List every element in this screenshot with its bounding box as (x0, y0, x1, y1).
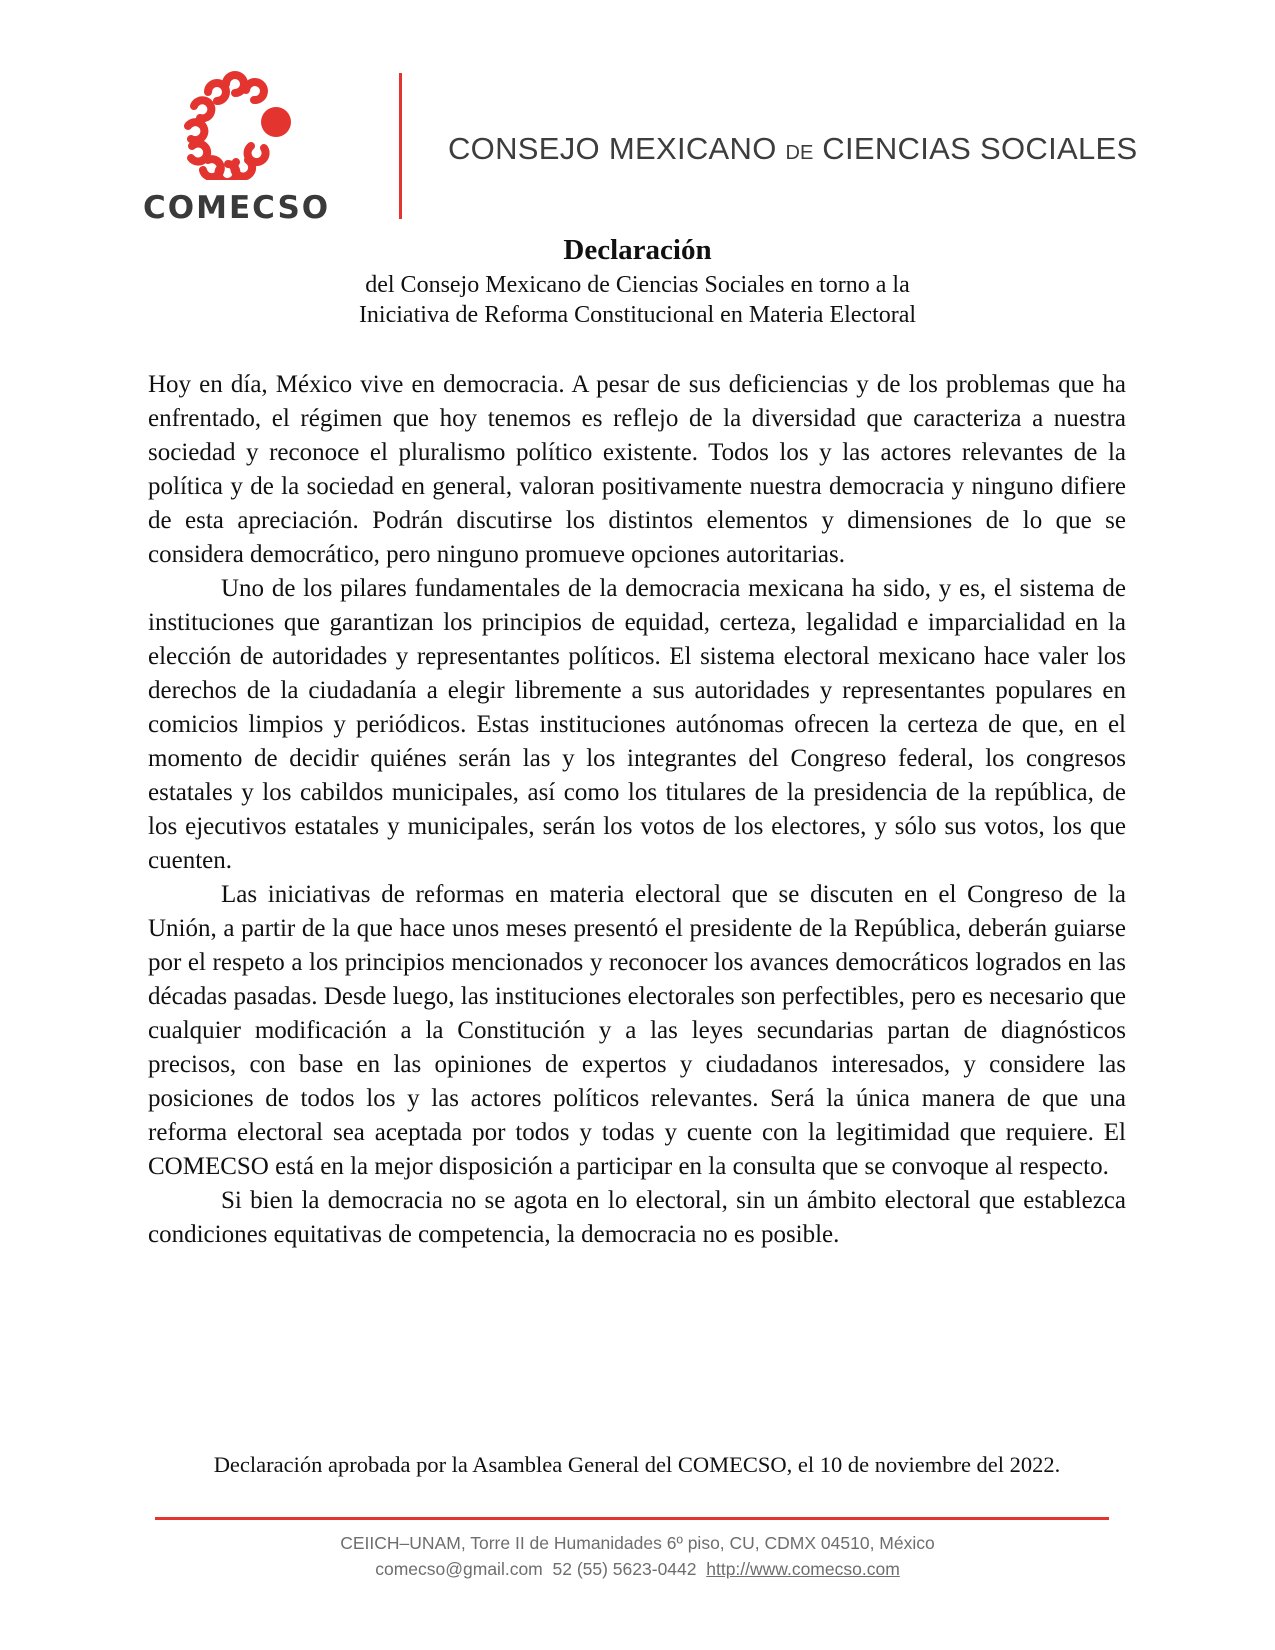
footer-email: comecso@gmail.com (375, 1559, 543, 1579)
footer-divider (155, 1517, 1109, 1520)
footer (150, 1530, 1125, 1582)
title-block (150, 230, 1125, 330)
approval-statement: Declaración aprobada por la Asamblea General del COMECSO, el 10 de noviembre del 2022. (213, 1452, 1061, 1477)
org-name-de: DE (785, 142, 814, 164)
document-body (148, 368, 1126, 1252)
footer-website-link[interactable]: http://www.comecso.com (706, 1559, 900, 1579)
paragraph-3: Las iniciativas de reformas en materia electoral que se discuten en el Congreso de la Unión, a partir de la que hace unos meses presentó el presidente de la República, deberán guiarse por el respeto a los principios mencionados y reconocer los avances democráticos logrados en las décadas pasadas. Desde luego, las instituciones electorales son perfectibles, pero es necesario que cualquier modificación a la Constitución y a las leyes secundarias partan de diagnósticos precisos, con base en las opiniones de expertos y ciudadanos interesados, y considere las posiciones de todos los y las actores políticos relevantes. Será la única manera de que una reforma electoral sea aceptada por todos y todas y cuente con la legitimidad que requiere. El COMECSO está en la mejor disposición a participar en la consulta que se convoque al respecto. (148, 881, 1126, 1180)
comecso-swirl-emblem-icon (168, 70, 296, 180)
comecso-logo (143, 70, 331, 230)
paragraph-1: Hoy en día, México vive en democracia. A pesar de sus deficiencias y de los problemas que ha enfrentado, el régimen que hoy tenemos es reflejo de la diversidad que caracteriza a nuestra sociedad y reconoce el pluralismo político existente. Todos los y las actores relevantes de la política y de la sociedad en general, valoran positivamente nuestra democracia y ninguno difiere de esta apreciación. Podrán discutirse los distintos elementos y dimensiones de lo que se considera democrático, pero ninguno promueve opciones autoritarias. (148, 371, 1126, 568)
footer-contact (150, 1556, 1125, 1582)
subtitle-line-1: del Consejo Mexicano de Ciencias Sociales en torno a la (365, 272, 910, 298)
subtitle-line-2: Iniciativa de Reforma Constitucional en Materia Electoral (358, 302, 917, 328)
paragraph-2: Uno de los pilares fundamentales de la democracia mexicana ha sido, y es, el sistema de instituciones que garantizan los principios de equidad, certeza, legalidad e imparcialidad en la elección de autoridades y representantes políticos. El sistema electoral mexicano hace valer los derechos de la ciudadanía a elegir libremente a sus autoridades y representantes populares en comicios limpios y periódicos. Estas instituciones autónomas ofrecen la certeza de que, en el momento de decidir quiénes serán las y los integrantes del Congreso federal, los congresos estatales y los cabildos municipales, así como los titulares de la presidencia de la república, de los ejecutivos estatales y municipales, serán los votos de los electores, y sólo sus votos, los que cuenten. (148, 575, 1126, 874)
logo-wordmark: COMECSO (143, 190, 331, 226)
footer-phone: 52 (55) 5623-0442 (552, 1559, 697, 1579)
organization-name (448, 131, 1248, 167)
paragraph-4: Si bien la democracia no se agota en lo electoral, sin un ámbito electoral que establezca condiciones equitativas de competencia, la democracia no es posible. (148, 1187, 1126, 1248)
document-title: Declaración (563, 234, 712, 266)
header-divider (399, 73, 402, 219)
footer-address: CEIICH–UNAM, Torre II de Humanidades 6º piso, CU, CDMX 04510, México (340, 1533, 935, 1553)
org-name-part1: CONSEJO MEXICANO (448, 131, 786, 166)
org-name-part2: CIENCIAS SOCIALES (813, 131, 1138, 166)
